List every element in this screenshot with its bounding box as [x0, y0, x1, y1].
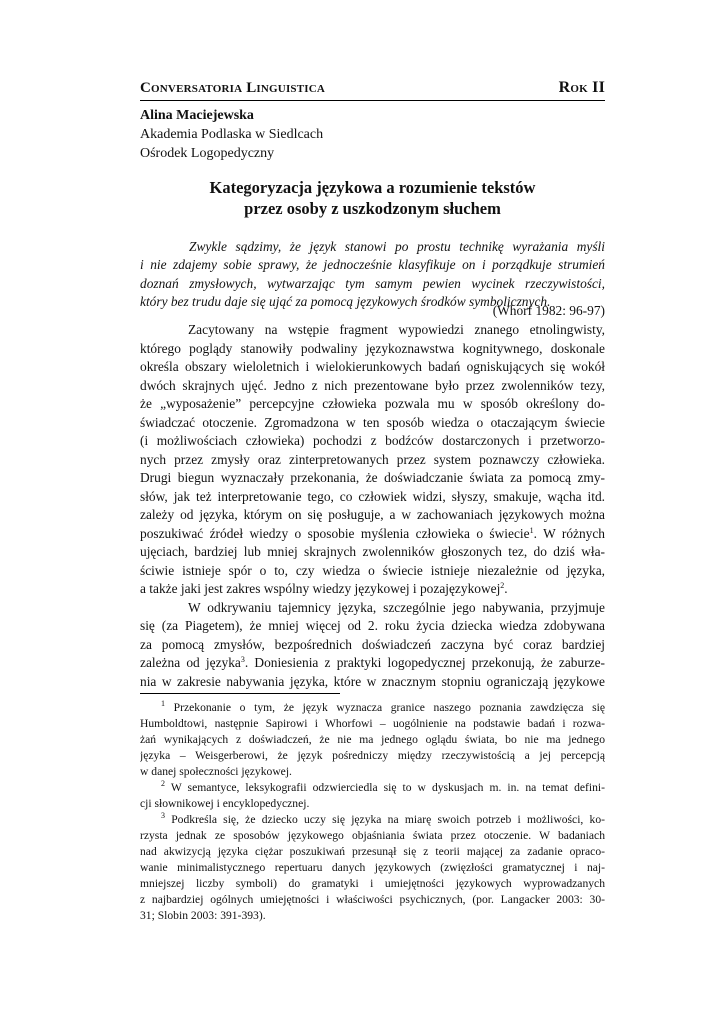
title-line: przez osoby z uszkodzonym słuchem	[244, 199, 501, 218]
text-line: nia w zakresie nabywania języka, które w znacznym stopniu ograniczają językowe	[140, 673, 605, 689]
text-line: dwóch skrajnych ujęć. Jedno z nich prezentowane było przez zwolenników tezy,	[140, 377, 605, 393]
author-block	[140, 106, 323, 163]
article-title	[140, 177, 605, 219]
author-affiliation: Akademia Podlaska w Siedlcach	[140, 127, 324, 142]
footnote-separator	[140, 693, 340, 694]
title-line: Kategoryzacja językowa a rozumienie tekstów	[209, 178, 536, 197]
footnote-line: nad akwizycją języka ciężar poszukiwań przesunął się z teorii mającej za zadanie opraco-	[140, 845, 605, 858]
text-segment: Przekonanie o tym, że język wyznacza granice naszego poznania zawdzięcza się	[173, 701, 605, 714]
footnote-line	[140, 812, 605, 828]
volume-label: Rok II	[558, 79, 605, 96]
text-line: (i możliwościach człowieka) pochodzi z bodźców dostarczonych i przetworzo-	[140, 433, 605, 448]
footnote-line: wanie minimalistycznego repertuaru danych językowych (zwięzłości gramatycznej i naj-	[140, 861, 605, 874]
footnote-line: z najbardziej ogólnych umiejętności i właściwości psychicznych, (por. Langacker 2003: 30-	[140, 893, 605, 906]
footnote-line: cji słownikowej i encyklopedycznej.	[140, 797, 310, 810]
footnote-number: 1	[161, 700, 165, 708]
text-line: się (za Piagetem), że mniej więcej od 2. roku życia dziecka wiedza zdobywana	[140, 618, 605, 633]
text-line: określa obszary wieloletnich i wielokierunkowych badań ogniskujących się wokół	[140, 359, 605, 374]
epigraph	[140, 238, 605, 311]
text-line: zależy od języka, którym on się posługuje, a w zachowaniach językowych można	[140, 507, 605, 522]
text-segment: Podkreśla się, że dziecko uczy się języka na miarę swoich potrzeb i możliwości, ko-	[171, 813, 605, 826]
footnotes	[140, 700, 605, 924]
text-line	[140, 580, 605, 599]
footnote-line	[140, 780, 605, 796]
text-segment: . Doniesienia z praktyki logopedycznej przekonują, że zaburze-	[244, 655, 605, 670]
text-segment: .	[504, 581, 508, 596]
footnote-number: 2	[161, 780, 165, 788]
footnote-line: w danej społeczności językowej.	[140, 765, 292, 778]
footnote-line	[140, 700, 605, 716]
epigraph-line: Zwykle sądzimy, że język stanowi po prostu technikę wyrażania myśli	[189, 239, 605, 254]
footnote-line: rzysta jednak ze sposobów językowego objaśniania świata przez otoczenie. W badaniach	[140, 829, 605, 842]
body-text	[140, 321, 605, 691]
author-affiliation: Ośrodek Logopedyczny	[140, 146, 275, 161]
text-line	[140, 654, 605, 673]
epigraph-line: doznań zmysłowych, wytwarzając tym samym pewien wycinek rzeczywistości,	[140, 275, 605, 291]
epigraph-line: i nie zdajemy sobie sprawy, że jednocześnie klasyfikuje on i porządkuje strumień	[140, 257, 605, 273]
author-name: Alina Maciejewska	[140, 108, 254, 123]
text-segment: zależna od języka	[140, 655, 241, 670]
footnote-ref[interactable]: 2	[500, 581, 505, 590]
footnote-line: żań wynikających z doświadczeń, że nie ma jednego oglądu świata, bo nie ma jednego	[140, 733, 605, 746]
text-line: świadczać otoczenie. Zgromadzona w ten sposób wiedza o otaczającym świecie	[140, 414, 605, 430]
text-line: ujęciach, bardziej lub mniej skrajnych zwolenników głoszonych tez, do dziś wła-	[140, 544, 605, 559]
footnote-line: 31; Slobin 2003: 391-393).	[140, 909, 266, 922]
footnote-line: mniejszej liczby symboli) do gramatyki i umiejętności językowych wyprowadzanych	[140, 877, 605, 890]
text-line: ściwie istnieje spór o to, czy wiedza o świecie istnieje niezależnie od języka,	[140, 562, 605, 578]
text-line: nych przez zmysły oraz zinterpretowanych przez system poznawczy człowieka.	[140, 451, 605, 467]
text-line: Zacytowany na wstępie fragment wypowiedzi znanego etnolingwisty,	[188, 322, 605, 337]
footnote-line: języka – Weisgerberowi, że język pośredniczy między rzeczywistością a jej percepcją	[140, 749, 605, 762]
epigraph-line: który bez trudu daje się ująć za pomocą językowych środków symbolicznych.	[140, 293, 551, 309]
text-segment: . W różnych	[533, 525, 605, 541]
footnote-line: Humboldtowi, następnie Sapirowi i Whorfowi – uogólnienie na podstawie badań i rozwa-	[140, 717, 605, 730]
footnote-number: 3	[161, 812, 165, 820]
text-segment: a także jaki jest zakres wspólny wiedzy językowej i pozajęzykowej	[140, 581, 501, 596]
running-header	[140, 80, 605, 101]
journal-title: Conversatoria Linguistica	[140, 80, 326, 96]
text-line: za pomocą zmysłów, bezpośrednich doświadczeń zaczyna być coraz bardziej	[140, 636, 605, 652]
text-segment: W semantyce, leksykografii odzwierciedla się to w dyskusjach m. in. na temat defini-	[170, 781, 605, 794]
text-line: słów, jak też interpretowanie tego, co człowiek widzi, słyszy, smakuje, wącha itd.	[140, 488, 605, 504]
text-line: że „wyposażenie” percepcyjne człowieka pozwala mu w sposób określony do-	[140, 396, 605, 411]
text-segment: poszukiwać źródeł wiedzy o sposobie myślenia człowieka o świecie	[140, 525, 530, 541]
footnote-ref[interactable]: 3	[240, 655, 245, 664]
footnote-ref[interactable]: 1	[529, 525, 534, 535]
text-line: Drugi biegun wyznaczały przekonania, że doświadczanie świata za pomocą zmy-	[140, 470, 605, 485]
text-line	[140, 525, 605, 544]
epigraph-citation: (Whorf 1982: 96-97)	[492, 303, 605, 318]
text-line: którego poglądy stanowiły podwaliny językoznawstwa kognitywnego, doskonale	[140, 340, 605, 356]
text-line: W odkrywaniu tajemnicy języka, szczególnie jego nabywania, przyjmuje	[188, 599, 605, 615]
